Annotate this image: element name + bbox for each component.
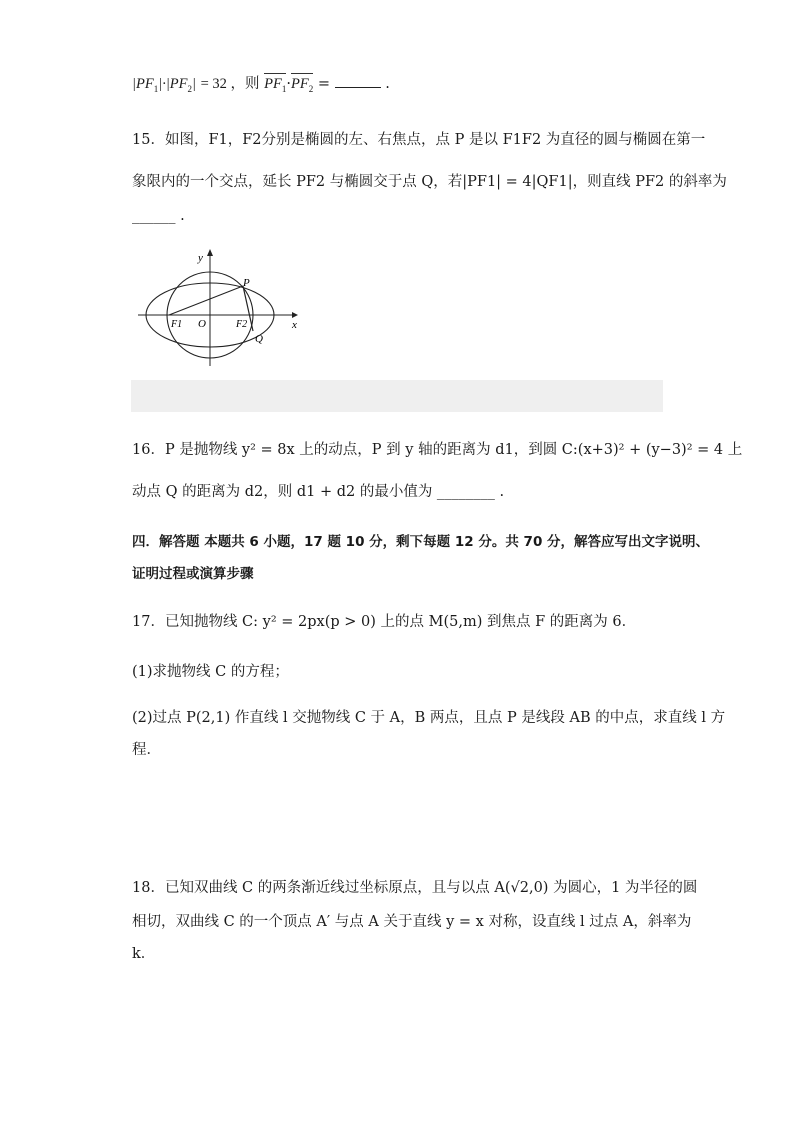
q18-line-3: k． [132,946,156,962]
q15-line-3: ______ . [132,208,185,224]
fig-label-f2: F2 [236,319,248,330]
q15-line-2: 象限内的一个交点，延长 PF2 与椭圆交于点 Q，若|PF1| = 4|QF1|，则直线 PF2 的斜率为 [132,174,727,190]
fig-label-p: P [243,277,250,289]
q18-line-2: 相切，双曲线 C 的一个顶点 A′ 与点 A 关于直线 y = x 对称，设直线 l 过点 A，斜率为 [132,914,692,930]
fig-label-q: Q [255,333,263,345]
q17-part-2a: (2)过点 P(2,1) 作直线 l 交抛物线 C 于 A，B 两点，且点 P 是线段 AB 的中点，求直线 l 方 [132,710,726,726]
answer-space-bar [131,380,663,412]
q17-line-1: 17．已知抛物线 C: y² = 2px(p > 0) 上的点 M(5,m) 到焦点 F 的距离为 6． [132,614,637,630]
fig-label-y: y [198,252,203,264]
q16-line-2: 动点 Q 的距离为 d2，则 d1 + d2 的最小值为 ________ . [132,484,505,500]
q18-line-1: 18．已知双曲线 C 的两条渐近线过坐标原点，且与以点 A(√2,0) 为圆心，1 为半径的圆 [132,880,698,896]
section4-line-1: 四．解答题 本题共 6 小题，17 题 10 分，剩下每题 12 分。共 70 分，解答应写出文字说明、 [132,534,710,550]
q17-part-2b: 程． [132,742,161,758]
fig-label-x: x [292,319,297,331]
q14-tail-text: = 32 ，则 [200,76,260,92]
fig-label-f1: F1 [171,319,183,330]
ellipse-circle-figure [136,246,306,368]
q16-line-1: 16．P 是抛物线 y² = 8x 上的动点，P 到 y 轴的距离为 d1，到圆 C:(x+3)² + (y−3)² = 4 上 [132,442,743,458]
q17-part-1: (1)求抛物线 C 的方程； [132,664,289,680]
q15-line-1: 15．如图，F1，F2分别是椭圆的左、右焦点，点 P 是以 F1F2 为直径的圆与椭圆在第一 [132,132,706,148]
fig-label-o: O [198,318,206,330]
q14-tail-line: $|PF_1|\cdot|PF_2| = 32$ ，则 $PF_1\cdot PF_2$ = . [132,76,390,94]
section4-line-2: 证明过程或演算步骤 [132,566,254,582]
